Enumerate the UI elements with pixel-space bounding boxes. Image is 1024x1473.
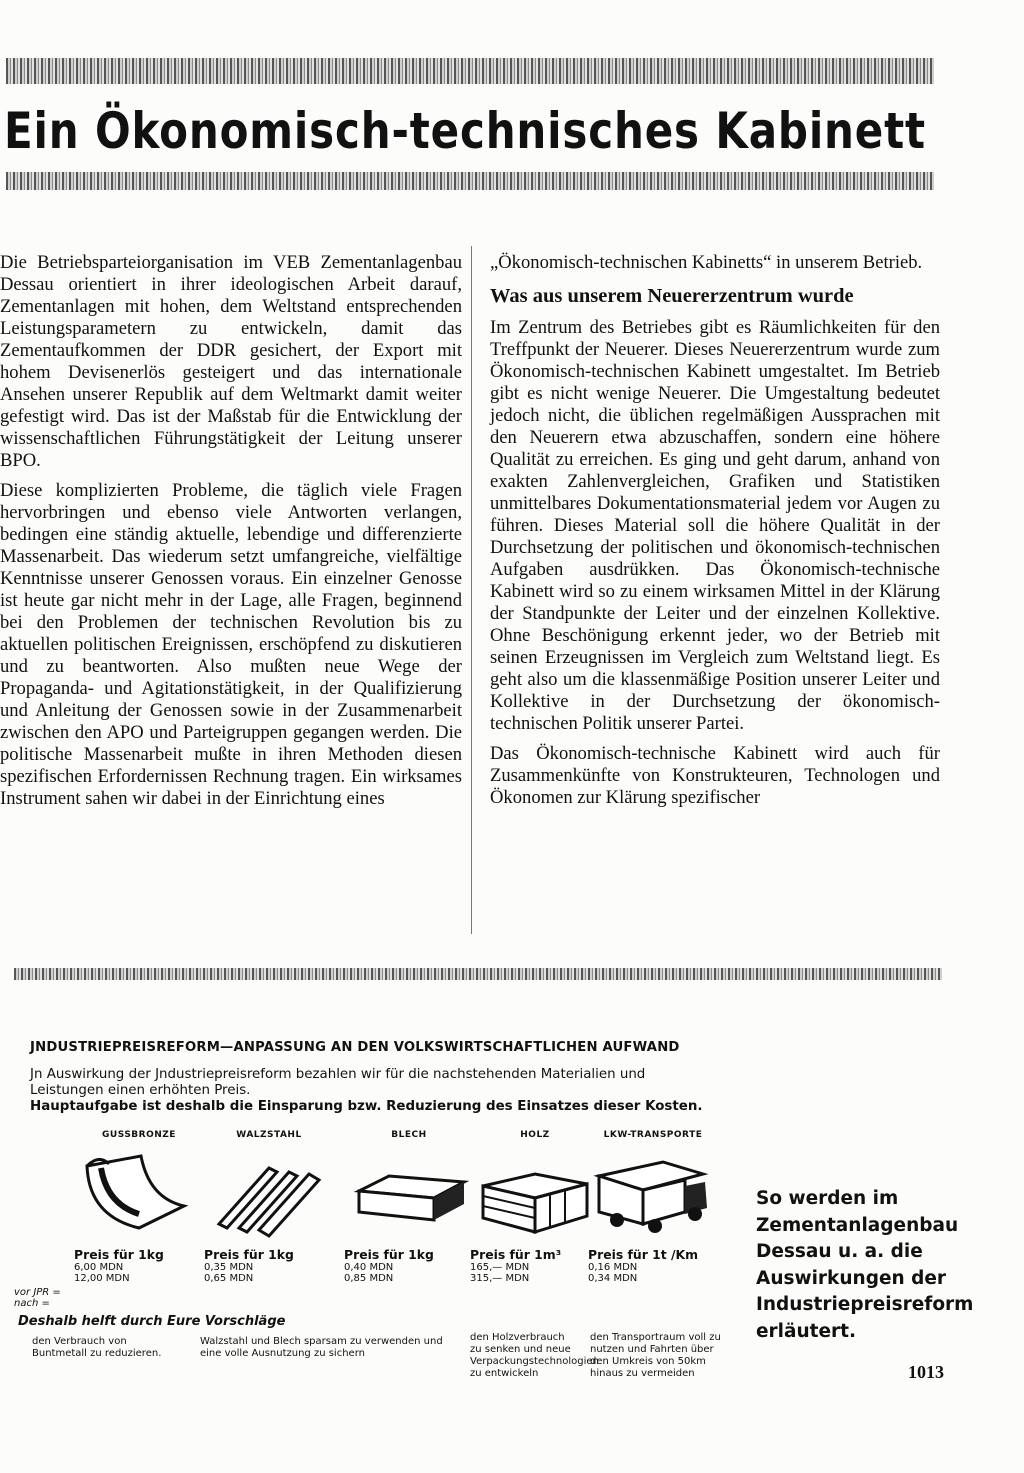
right-column [482, 252, 944, 809]
paragraph: Im Zentrum des Betriebes gibt es Räumlichkeiten für den Treffpunkt der Neuerer. Dieses Neuererzentrum wurde zum Ökonomisch-technischen Kabinett umgestaltet. Im Betrieb gibt es nicht wenige Neuerer. Die Umgestaltung bedeutet jedoch nicht, die üblichen regelmäßigen Aussprachen mit den Neuerern etwa abzuschaffen, sondern eine höhere Qualität zu erreichen. Es ging und geht darum, anhand von exakten Zahlenvergleichen, Grafiken und Statistiken unmittelbares Dokumentationsmaterial jedem vor Augen zu führen. Dieses Material soll die höhere Qualität in der Durchsetzung der politischen und ökonomisch-technischen Aufgaben ausdrükken. Das Ökonomisch-technische Kabinett wird so zu einem wirksamen Mittel in der Klärung der Standpunkte der Leiter und der einzelnen Kollektive. Ohne Beschönigung erkennt jeder, wo der Betrieb mit seinen Erzeugnissen im Vergleich zum Weltstand liegt. Es geht also um die klassenmäßige Position unserer Leiter und Kollektive in der Durchsetzung der ökonomisch-technischen Politik unserer Partei. [490, 317, 940, 734]
timber-stack-icon [475, 1146, 595, 1241]
top-halftone-bar [6, 58, 934, 84]
sheet-metal-icon [349, 1146, 469, 1241]
paragraph: Das Ökonomisch-technische Kabinett wird auch für Zusammenkünfte von Konstrukteuren, Technologen und Ökonomen zur Klärung spezifischer [490, 743, 940, 808]
call-to-action: Deshalb helft durch Eure Vorschläge [18, 1314, 286, 1329]
truck-icon [593, 1146, 713, 1241]
tip-holz: den Holzverbrauch zu senken und neue Verpackungstechnologien zu entwickeln [470, 1332, 599, 1379]
material-gussbronze: GUSSBRONZE Preis für 1kg 6,00 MDN 12,00 MDN [74, 1130, 204, 1284]
article-title: Ein Ökonomisch-technisches Kabinett [4, 102, 926, 160]
subheading: Was aus unserem Neuererzentrum wurde [490, 285, 854, 307]
poster-heading: JNDUSTRIEPREISREFORM—ANPASSUNG AN DEN VOLKSWIRTSCHAFTLICHEN AUFWAND [30, 1040, 680, 1055]
tip-transport: den Transportraum voll zu nutzen und Fahrten über den Umkreis von 50km hinaus zu vermeiden [590, 1332, 721, 1379]
column-divider [471, 246, 472, 934]
figure-caption: So werden im Zementanlagenbau Dessau u. a. die Auswirkungen der Industriepreisreform erläutert. [756, 1188, 974, 1342]
steel-profiles-icon [209, 1146, 329, 1241]
material-holz: HOLZ Preis für 1m³ 165,— MDN 315,— MDN [470, 1130, 600, 1284]
title-underline-bar [6, 172, 934, 190]
material-lkw-transporte: LKW-TRANSPORTE Preis für 1t /Km 0,16 MDN 0,34 MDN [588, 1130, 718, 1284]
tip-buntmetall: den Verbrauch von Buntmetall zu reduzieren. [32, 1336, 162, 1359]
tip-walzstahl-blech: Walzstahl und Blech sparsam zu verwenden und eine volle Ausnutzung zu sichern [200, 1336, 443, 1359]
section-divider-bar [14, 968, 942, 980]
paragraph: Die Betriebsparteiorganisation im VEB Zementanlagenbau Dessau orientiert in ihrer ideologischen Arbeit darauf, Zementanlagen mit hohen, dem Weltstand entsprechenden Leistungsparametern zu entwickeln, damit das Zementaufkommen der DDR gesichert, der Export mit hohem Devisenerlös gesteigert und das internationale Ansehen unserer Republik auf dem Weltmarkt damit weiter gefestigt wird. Das ist der Maßstab für die Entwicklung der wissenschaftlichen Führungstätigkeit der Leitung unserer BPO. [0, 252, 462, 471]
gussbronze-pipe-icon [79, 1146, 199, 1241]
page-number: 1013 [908, 1362, 944, 1382]
poster-intro: Jn Auswirkung der Jndustriepreisreform bezahlen wir für die nachstehenden Materialien und Leistungen einen erhöhten Preis. Hauptaufgabe ist deshalb die Einsparung bzw. Reduzierung des Einsatzes dieser Kosten. [30, 1067, 703, 1114]
material-blech: BLECH Preis für 1kg 0,40 MDN 0,85 MDN [344, 1130, 474, 1284]
left-column [0, 252, 462, 810]
paragraph: Diese komplizierten Probleme, die täglich viele Fragen hervorbringen und ebenso viele Antworten verlangen, bedingen eine ständig aktuelle, lebendige und differenzierte Massenarbeit. Das wiederum setzt umfangreiche, vielfältige Kenntnisse unserer Genossen voraus. Ein einzelner Genosse ist heute gar nicht mehr in der Lage, alle Fragen, beginnend bei den Problemen der technischen Revolution bis zu aktuellen politischen Ereignissen, erschöpfend zu diskutieren und zu beantworten. Also mußten neue Wege der Propaganda- und Agitationstätigkeit, in der Qualifizierung und Anleitung der Genossen sowie in der Zusammenarbeit zwischen den APO und Parteigruppen gegangen werden. Die politische Massenarbeit mußte in ihren Methoden diesen spezifischen Erfordernissen Rechnung tragen. Ein wirksames Instrument sahen wir dabei in der Einrichtung eines [0, 480, 462, 809]
paragraph: „Ökonomisch-technischen Kabinetts“ in unserem Betrieb. [490, 252, 923, 273]
price-row-labels: vor JPR = nach = [14, 1287, 61, 1309]
material-walzstahl: WALZSTAHL Preis für 1kg 0,35 MDN 0,65 MDN [204, 1130, 334, 1284]
